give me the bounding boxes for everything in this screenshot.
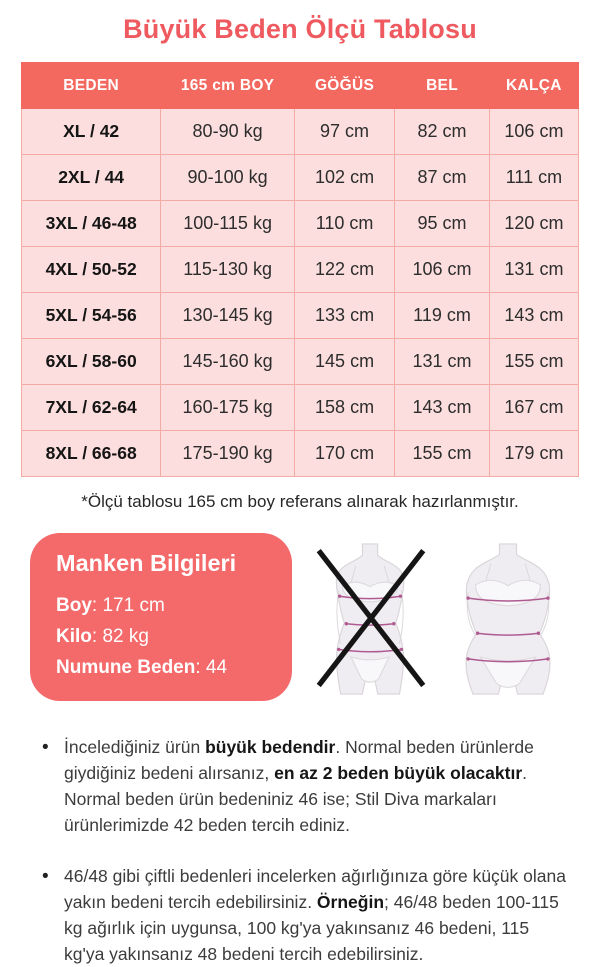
table-row (22, 431, 579, 477)
model-info-section (30, 533, 570, 701)
measurement-cell: 122 cm (294, 247, 394, 293)
size-cell: 5XL / 54-56 (22, 293, 161, 339)
model-info-title: Manken Bilgileri (56, 550, 237, 576)
figure-illustrations (310, 543, 570, 695)
column-header: GÖĞÜS (294, 63, 394, 109)
table-row (22, 201, 579, 247)
measurement-cell: 130-145 kg (161, 293, 295, 339)
model-info-card (30, 533, 292, 701)
model-info-line: Kilo: 82 kg (56, 626, 149, 648)
table-footnote: *Ölçü tablosu 165 cm boy referans alınarak hazırlanmıştır. (81, 492, 519, 511)
size-table-body (22, 109, 579, 477)
size-cell: 7XL / 62-64 (22, 385, 161, 431)
size-chart-page (0, 14, 600, 964)
size-cell: 4XL / 50-52 (22, 247, 161, 293)
column-header: KALÇA (489, 63, 578, 109)
table-row (22, 109, 579, 155)
size-cell: 2XL / 44 (22, 155, 161, 201)
measurement-cell: 170 cm (294, 431, 394, 477)
size-cell: XL / 42 (22, 109, 161, 155)
model-info-lines (56, 590, 268, 683)
size-cell: 6XL / 58-60 (22, 339, 161, 385)
measurement-cell: 115-130 kg (161, 247, 295, 293)
measurement-cell: 100-115 kg (161, 201, 295, 247)
plus-size-body-icon (446, 543, 570, 695)
size-cell: 3XL / 46-48 (22, 201, 161, 247)
measurement-cell: 120 cm (489, 201, 578, 247)
column-header: BEDEN (22, 63, 161, 109)
measurement-cell: 90-100 kg (161, 155, 295, 201)
measurement-cell: 167 cm (489, 385, 578, 431)
measurement-cell: 110 cm (294, 201, 394, 247)
measurement-cell: 143 cm (395, 385, 490, 431)
measurement-cell: 119 cm (395, 293, 490, 339)
measurement-cell: 87 cm (395, 155, 490, 201)
measurement-cell: 179 cm (489, 431, 578, 477)
measurement-cell: 175-190 kg (161, 431, 295, 477)
table-row (22, 293, 579, 339)
measurement-cell: 133 cm (294, 293, 394, 339)
measurement-cell: 131 cm (395, 339, 490, 385)
measurement-cell: 155 cm (489, 339, 578, 385)
measurement-cell: 111 cm (489, 155, 578, 201)
measurement-cell: 155 cm (395, 431, 490, 477)
column-header: 165 cm BOY (161, 63, 295, 109)
measurement-cell: 145-160 kg (161, 339, 295, 385)
size-table (21, 62, 579, 477)
measurement-cell: 80-90 kg (161, 109, 295, 155)
measurement-cell: 95 cm (395, 201, 490, 247)
measurement-cell: 145 cm (294, 339, 394, 385)
model-info-line: Numune Beden: 44 (56, 657, 228, 679)
measurement-cell: 143 cm (489, 293, 578, 339)
table-row (22, 339, 579, 385)
column-header: BEL (395, 63, 490, 109)
model-info-line: Boy: 171 cm (56, 595, 165, 616)
measurement-cell: 97 cm (294, 109, 394, 155)
measurement-cell: 106 cm (489, 109, 578, 155)
measurement-cell: 102 cm (294, 155, 394, 201)
table-row (22, 155, 579, 201)
measurement-cell: 131 cm (489, 247, 578, 293)
table-row (22, 385, 579, 431)
page-title: Büyük Beden Ölçü Tablosu (123, 14, 477, 44)
measurement-cell: 82 cm (395, 109, 490, 155)
measurement-cell: 160-175 kg (161, 385, 295, 431)
table-row (22, 247, 579, 293)
note-item: • İncelediğiniz ürün büyük bedendir. Normal beden ürünlerde giydiğiniz bedeni alırsanız, en az 2 beden büyük olacaktır. Normal beden ürün bedeniniz 46 ise; Stil Diva markaları ürünlerimizde 42 beden tercih ediniz. (38, 735, 570, 838)
size-table-header-row (22, 63, 579, 109)
measurement-cell: 158 cm (294, 385, 394, 431)
note-item: • 46/48 gibi çiftli bedenleri incelerken ağırlığınıza göre küçük olana yakın bedeni tercih edebilirsiniz. Örneğin; 46/48 beden 100-115 kg ağırlık için uygunsa, 100 kg'ya yakınsanız 46 bedeni, 115 kg'ya yakınsanız 48 bedeni tercih edebilirsiniz. (38, 864, 570, 967)
measurement-cell: 106 cm (395, 247, 490, 293)
notes-list (38, 735, 570, 967)
size-cell: 8XL / 66-68 (22, 431, 161, 477)
slim-body-crossed-icon (310, 543, 432, 695)
